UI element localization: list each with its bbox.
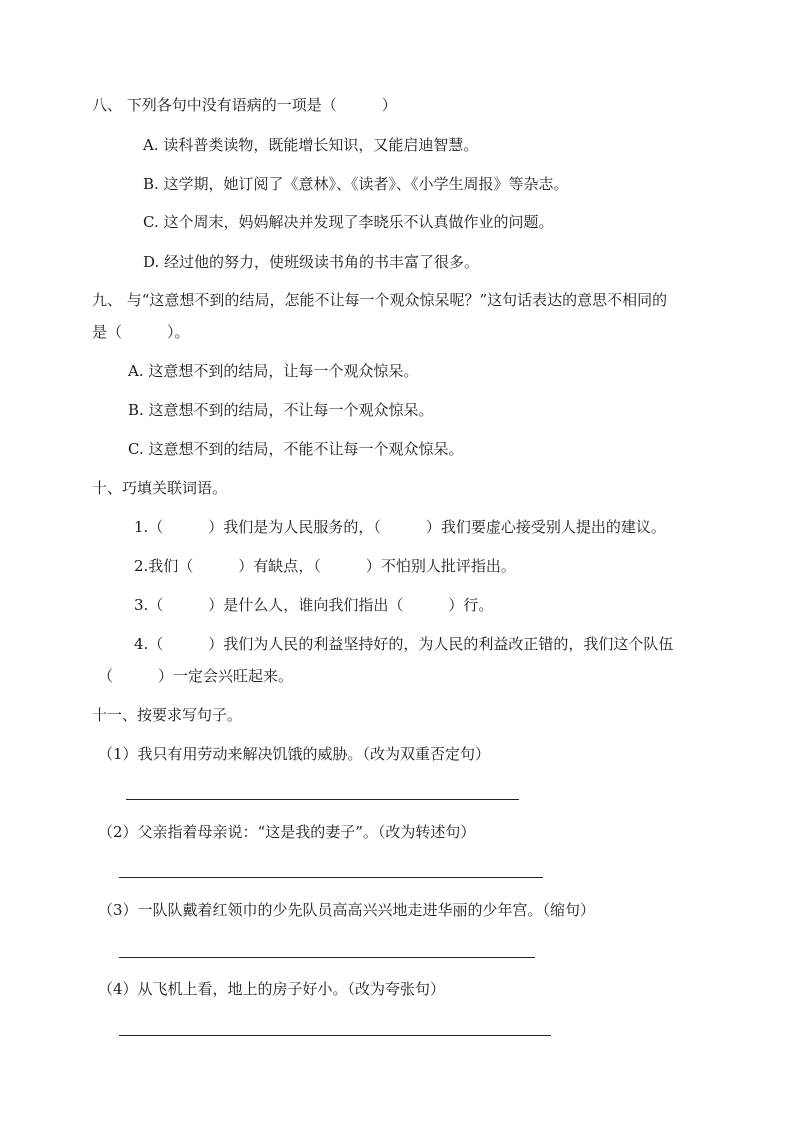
section-11-question-4: （4）从飞机上看，地上的房子好小。（改为夸张句） — [98, 980, 446, 998]
section-10-item-4-continued: （ ）一定会兴旺起来。 — [98, 667, 294, 685]
section-11-question-2: （2）父亲指着母亲说：“这是我的妻子”。（改为转述句） — [98, 823, 476, 841]
section-10-title: 十、巧填关联词语。 — [92, 479, 228, 497]
answer-line-3 — [119, 957, 535, 958]
section-11-title: 十一、按要求写句子。 — [92, 706, 243, 724]
section-8-title: 八、 下列各句中没有语病的一项是（ ） — [92, 96, 397, 114]
section-8-option-c: C. 这个周末，妈妈解决并发现了李晓乐不认真做作业的问题。 — [143, 213, 554, 231]
answer-line-1 — [126, 799, 519, 800]
section-10-item-3: 3.（ ）是什么人，谁向我们指出（ ）行。 — [134, 596, 494, 614]
section-11-question-3: （3）一队队戴着红领巾的少先队员高高兴兴地走进华丽的少年宫。（缩句） — [98, 901, 596, 919]
answer-line-4 — [119, 1035, 551, 1036]
section-10-item-2: 2.我们（ ）有缺点，（ ）不怕别人批评指出。 — [134, 557, 516, 575]
section-10-item-1: 1.（ ）我们是为人民服务的，（ ）我们要虚心接受别人提出的建议。 — [134, 518, 666, 536]
section-9-title: 九、 与“这意想不到的结局，怎能不让每一个观众惊呆呢？”这句话表达的意思不相同的 — [92, 291, 668, 309]
answer-line-2 — [119, 877, 543, 878]
section-8-option-d: D. 经过他的努力，使班级读书角的书丰富了很多。 — [143, 253, 480, 271]
section-10-item-4: 4.（ ）我们为人民的利益坚持好的，为人民的利益改正错的，我们这个队伍 — [134, 635, 674, 653]
section-8-option-a: A. 读科普类读物，既能增长知识，又能启迪智慧。 — [143, 136, 479, 154]
section-11-question-1: （1）我只有用劳动来解决饥饿的威胁。（改为双重否定句） — [98, 745, 491, 763]
section-9-title-continued: 是（ ）。 — [92, 323, 190, 341]
section-9-option-b: B. 这意想不到的结局，不让每一个观众惊呆。 — [128, 401, 434, 419]
section-9-option-a: A. 这意想不到的结局，让每一个观众惊呆。 — [128, 362, 419, 380]
section-8-option-b: B. 这学期，她订阅了《意林》、《读者》、《小学生周报》等杂志。 — [143, 175, 569, 193]
section-9-option-c: C. 这意想不到的结局，不能不让每一个观众惊呆。 — [128, 440, 464, 458]
